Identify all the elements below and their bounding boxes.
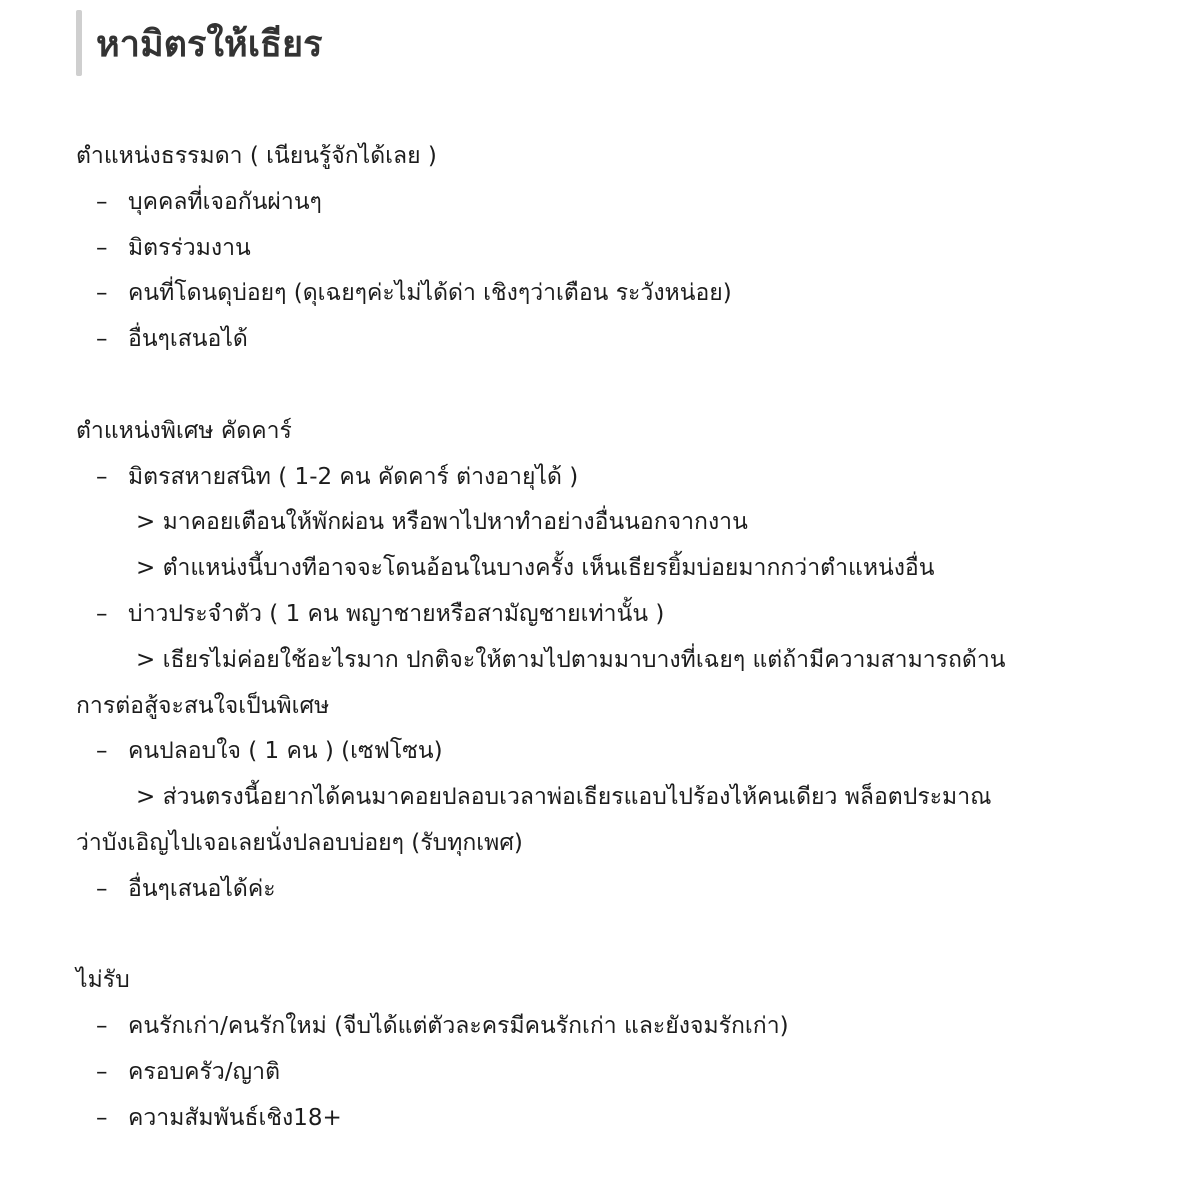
dash-marker: – — [96, 738, 108, 765]
dash-marker: – — [96, 1058, 108, 1085]
list-item: – คนปลอบใจ ( 1 คน ) (เซฟโซน) — [76, 729, 1136, 775]
dash-marker: – — [96, 326, 108, 353]
section-title-regular: ตำแหน่งธรรมดา ( เนียนรู้จักได้เลย ) — [76, 143, 437, 169]
dash-marker: – — [96, 1104, 108, 1131]
document-body — [76, 134, 1136, 1142]
page-title: หามิตรให้เธียร — [96, 23, 323, 65]
list-item: – อื่นๆเสนอได้ — [76, 317, 1136, 363]
dash-marker: – — [96, 1013, 108, 1040]
spacer — [76, 363, 1136, 409]
dash-marker: – — [96, 188, 108, 215]
list-item: – มิตรร่วมงาน — [76, 226, 1136, 272]
dash-marker: – — [96, 234, 108, 261]
sub-note: > ตำแหน่งนี้บางทีอาจจะโดนอ้อนในบางครั้ง เห็นเธียรยิ้มบ่อยมากกว่าตำแหน่งอื่น — [136, 555, 935, 582]
heading-accent-bar — [76, 10, 82, 76]
list-item: – บ่าวประจำตัว ( 1 คน พญาชายหรือสามัญชายเท่านั้น ) — [76, 592, 1136, 638]
dash-marker: – — [96, 875, 108, 902]
list-item: – คนรักเก่า/คนรักใหม่ (จีบได้แต่ตัวละครมีคนรักเก่า และยังจมรักเก่า) — [76, 1004, 1136, 1050]
list-item: – บุคคลที่เจอกันผ่านๆ — [76, 180, 1136, 226]
list-item: – ความสัมพันธ์เชิง18+ — [76, 1096, 1136, 1142]
sub-note: > ส่วนตรงนี้อยากได้คนมาคอยปลอบเวลาพ่อเธียรแอบไปร้องไห้คนเดียว พล็อตประมาณ — [136, 784, 992, 811]
list-item: – มิตรสหายสนิท ( 1-2 คน คัดคาร์ ต่างอายุได้ ) — [76, 455, 1136, 501]
sub-note: > เธียรไม่ค่อยใช้อะไรมาก ปกติจะให้ตามไปตามมาบางที่เฉยๆ แต่ถ้ามีความสามารถด้าน — [136, 646, 1006, 673]
sub-note: > มาคอยเตือนให้พักผ่อน หรือพาไปหาทำอย่างอื่นนอกจากงาน — [136, 509, 748, 536]
section-title-rejected: ไม่รับ — [76, 967, 130, 994]
list-item: – คนที่โดนดุบ่อยๆ (ดุเฉยๆค่ะไม่ได้ด่า เชิงๆว่าเตือน ระวังหน่อย) — [76, 271, 1136, 317]
sub-note-continued: ว่าบังเอิญไปเจอเลยนั่งปลอบบ่อยๆ (รับทุกเพศ) — [76, 829, 523, 856]
list-item: – อื่นๆเสนอได้ค่ะ — [76, 867, 1136, 913]
dash-marker: – — [96, 600, 108, 627]
dash-marker: – — [96, 463, 108, 490]
spacer — [76, 913, 1136, 959]
section-title-special: ตำแหน่งพิเศษ คัดคาร์ — [76, 417, 292, 444]
list-item: – ครอบครัว/ญาติ — [76, 1050, 1136, 1096]
heading-block — [76, 10, 322, 76]
dash-marker: – — [96, 280, 108, 307]
sub-note-continued: การต่อสู้จะสนใจเป็นพิเศษ — [76, 692, 330, 719]
